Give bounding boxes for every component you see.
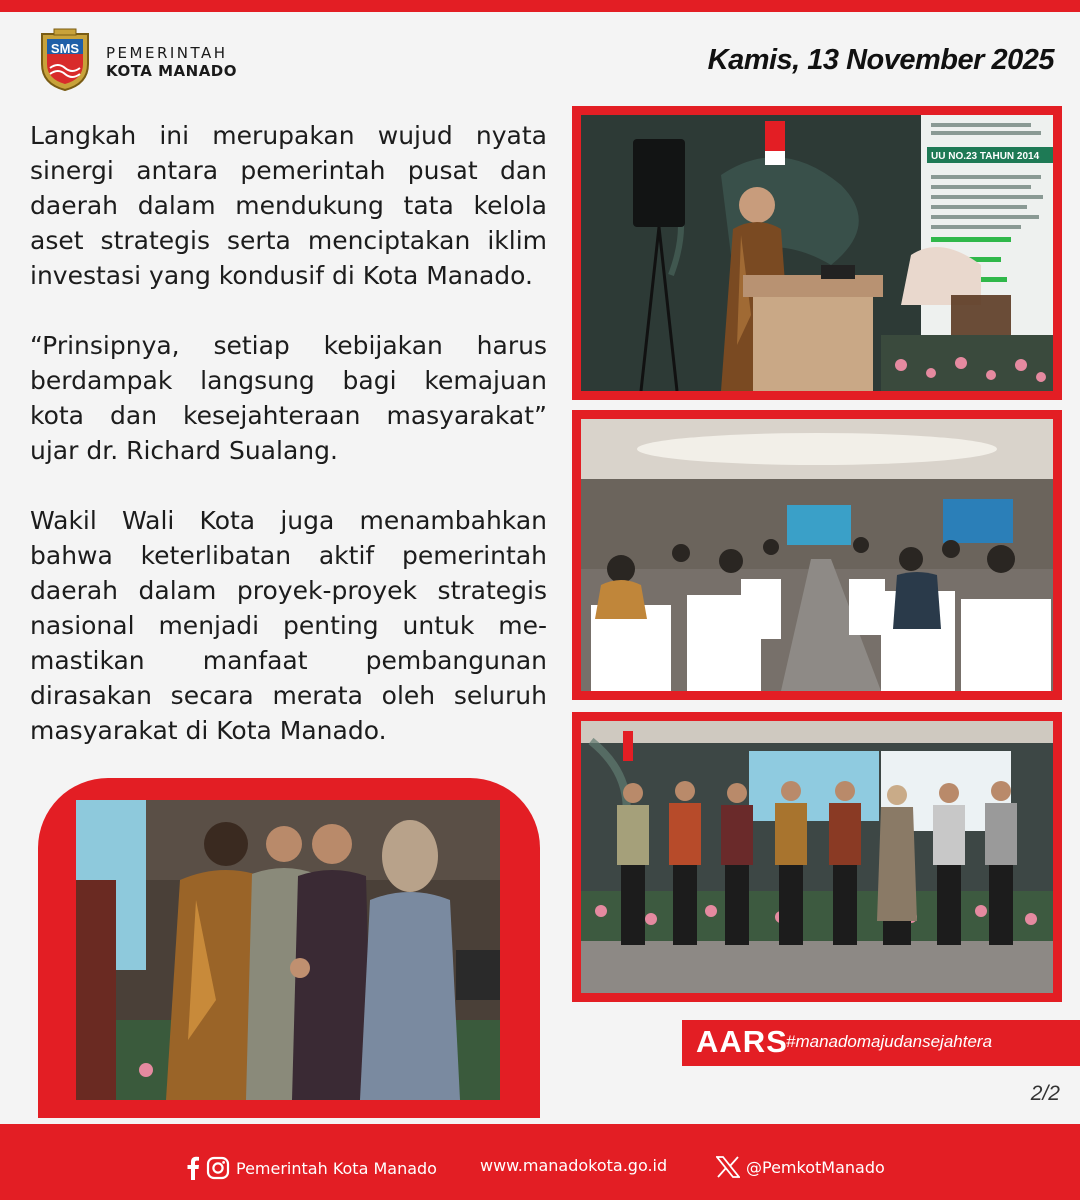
photo-speaker-podium bbox=[572, 106, 1062, 400]
article-paragraph-1: Langkah ini merupakan wujud nyata sinergi antara pemerintah pusat dan daerah dalam mendukung tata kelola aset strategis serta menciptakan iklim investasi yang kondusif di Kota Manado. bbox=[30, 121, 547, 290]
gov-name-line2: KOTA MANADO bbox=[106, 62, 238, 80]
footer-website-link[interactable] bbox=[480, 1156, 667, 1175]
article-paragraph-2: “Prinsipnya, setiap kebijakan harus berdampak langsung bagi kemajuan kota dan kesejahteraan masyarakat” ujar dr. Richard Sualang. bbox=[30, 331, 547, 465]
page-indicator: 2/2 bbox=[1030, 1082, 1060, 1105]
top-accent-bar bbox=[0, 0, 1080, 12]
city-logo-icon bbox=[36, 28, 94, 92]
slide-heading: UU NO.23 TAHUN 2014 bbox=[931, 151, 1040, 162]
footer-x-account[interactable] bbox=[716, 1156, 885, 1178]
svg-text:SMS: SMS bbox=[50, 41, 80, 56]
campaign-hashtag: #manadomajudansejahtera bbox=[786, 1032, 993, 1051]
government-name bbox=[106, 44, 237, 80]
footer-social[interactable] bbox=[186, 1156, 437, 1180]
article-paragraph-3: Wakil Wali Kota juga menambahkan bahwa keterlibatan aktif pemerintah daerah dalam proyek-proyek strategis nasional menjadi penting untuk memastikan manfaat pembangunan dirasakan secara merata oleh seluruh masyarakat di Kota Manado. bbox=[30, 506, 547, 745]
campaign-code: AARS bbox=[696, 1024, 788, 1059]
footer-x-handle: @PemkotManado bbox=[746, 1157, 885, 1177]
footer-social-name: Pemerintah Kota Manado bbox=[236, 1158, 437, 1178]
footer-website: www.manadokota.go.id bbox=[480, 1156, 668, 1175]
gov-name-line1: PEMERINTAH bbox=[106, 44, 228, 62]
article-body bbox=[30, 118, 547, 783]
post-date: Kamis, 13 November 2025 bbox=[707, 44, 1054, 76]
photo-audience-room bbox=[572, 410, 1062, 700]
facebook-icon bbox=[186, 1156, 200, 1180]
photo-handshake bbox=[38, 778, 540, 1118]
x-icon bbox=[716, 1156, 740, 1178]
footer bbox=[0, 1124, 1080, 1200]
campaign-tag-bar bbox=[682, 1020, 1080, 1066]
photo-group bbox=[572, 712, 1062, 1002]
instagram-icon bbox=[206, 1156, 230, 1180]
